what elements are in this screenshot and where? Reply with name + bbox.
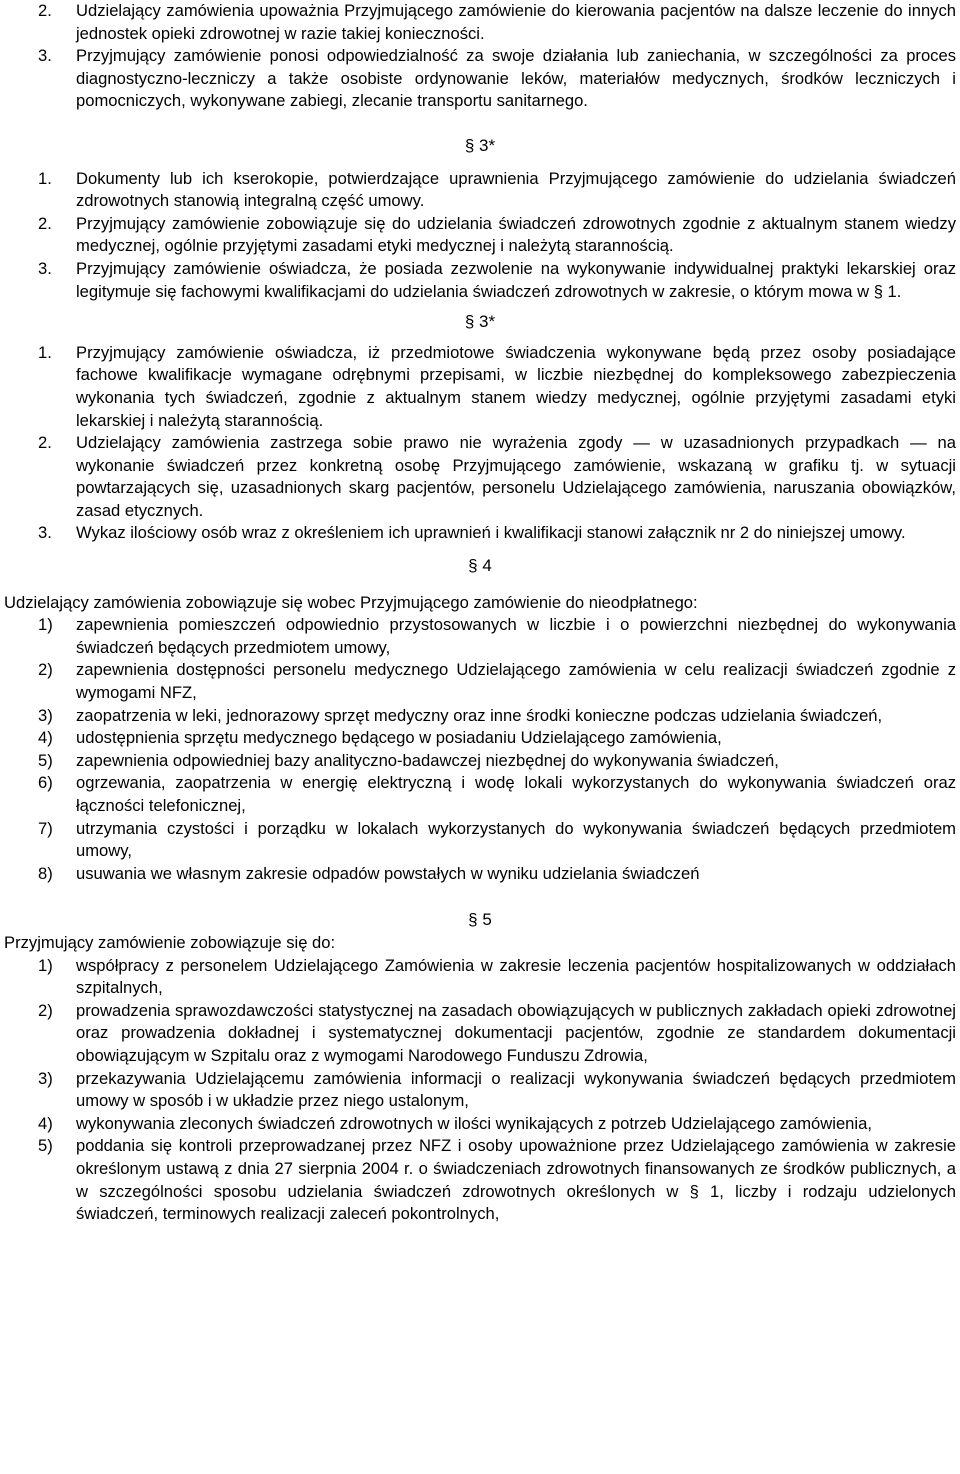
item-number: 6) [38, 773, 53, 793]
list-item [4, 168, 956, 213]
section-intro: Udzielający zamówienia zobowiązuje się wobec Przyjmującego zamówienie do nieodpłatnego: [4, 592, 698, 612]
list-item [4, 342, 956, 432]
list-item [4, 45, 956, 113]
section-heading: § 5 [468, 910, 492, 930]
item-number: 1. [38, 342, 52, 362]
item-number: 2) [38, 1000, 53, 1020]
item-text: zapewnienia dostępności personelu medycznego Udzielającego zamówienia w celu realizacji świadczeń zgodnie z wymogami NFZ, [76, 660, 956, 703]
item-number: 4) [38, 1113, 53, 1133]
item-text: Wykaz ilościowy osób wraz z określeniem ich uprawnień i kwalifikacji stanowi załącznik nr 2 do niniejszej umowy. [76, 523, 906, 543]
section-3b [4, 311, 956, 545]
list-item [4, 0, 956, 45]
item-number: 3. [38, 258, 52, 278]
section-5 [4, 909, 956, 1225]
item-number: 1. [38, 168, 52, 188]
list-item [4, 818, 956, 863]
item-text: zapewnienia odpowiedniej bazy analityczno-badawczej niezbędnej do wykonywania świadczeń, [76, 750, 779, 770]
list-item [4, 659, 956, 704]
item-number: 3) [38, 705, 53, 725]
item-text: wykonywania zleconych świadczeń zdrowotnych w ilości wynikających z potrzeb Udzielającego zamówienia, [76, 1113, 872, 1133]
item-number: 8) [38, 863, 53, 883]
item-number: 5) [38, 1136, 53, 1156]
item-number: 3. [38, 46, 52, 66]
item-number: 1) [38, 615, 53, 635]
list-item [4, 1135, 956, 1225]
item-text: utrzymania czystości i porządku w lokalach wykorzystanych do wykonywania świadczeń będących przedmiotem umowy, [76, 818, 956, 861]
item-text: usuwania we własnym zakresie odpadów powstałych w wyniku udzielania świadczeń [76, 863, 700, 883]
continuation-list [4, 0, 956, 113]
item-text: Przyjmujący zamówienie oświadcza, iż przedmiotowe świadczenia wykonywane będą przez osoby posiadające fachowe kwalifikacje wymagane odrębnymi przepisami, w liczbie niezbędnej do kompleksowego zabezpieczenia wykonania tych świadczeń, zgodnie z aktualnym stanem wiedzy medycznej, ogólnie przyjętymi zasadami etyki lekarskiej i należytą starannością. [76, 342, 956, 430]
item-text: poddania się kontroli przeprowadzanej przez NFZ i osoby upoważnione przez Udzielającego zamówienia w zakresie określonym ustawą z dnia 27 sierpnia 2004 r. o świadczeniach zdrowotnych finansowanych ze środków publicznych, a w szczególności sposobu udzielania świadczeń zdrowotnych określonych w § 1, liczby i rodzaju udzielonych świadczeń, terminowych realizacji zaleceń pokontrolnych, [76, 1136, 956, 1224]
section-intro: Przyjmujący zamówienie zobowiązuje się do: [4, 932, 336, 952]
item-text: ogrzewania, zaopatrzenia w energię elektryczną i wodę lokali wykorzystanych do wykonywania świadczeń oraz łączności telefonicznej, [76, 773, 956, 815]
item-text: zaopatrzenia w leki, jednorazowy sprzęt medyczny oraz inne środki konieczne podczas udzielania świadczeń, [76, 705, 883, 725]
list-item [4, 772, 956, 817]
item-text: Przyjmujący zamówienie zobowiązuje się do udzielania świadczeń zdrowotnych zgodnie z aktualnym stanem wiedzy medycznej, ogólnie przyjętymi zasadami etyki medycznej i należytą starannością. [76, 213, 956, 256]
item-text: udostępnienia sprzętu medycznego będącego w posiadaniu Udzielającego zamówienia, [76, 728, 722, 748]
item-number: 2) [38, 660, 53, 680]
item-text: Przyjmujący zamówienie ponosi odpowiedzialność za swoje działania lub zaniechania, w szczególności za proces diagnostyczno-leczniczy a także osobiste ordynowanie leków, materiałów medycznych, środków leczniczych i pomocniczych, wykonywane zabiegi, zlecanie transportu sanitarnego. [76, 46, 956, 111]
item-text: współpracy z personelem Udzielającego Zamówienia w zakresie leczenia pacjentów hospitalizowanych w oddziałach szpitalnych, [76, 955, 956, 998]
item-text: zapewnienia pomieszczeń odpowiednio przystosowanych w liczbie i o powierzchni niezbędnej do wykonywania świadczeń będących przedmiotem umowy, [76, 615, 956, 657]
item-number: 1) [38, 955, 53, 975]
section-heading: § 3* [464, 312, 496, 332]
item-number: 2. [38, 1, 52, 20]
list-item [4, 258, 956, 303]
list-item [4, 522, 956, 545]
list-item [4, 1068, 956, 1113]
item-text: Dokumenty lub ich kserokopie, potwierdzające uprawnienia Przyjmującego zamówienie do udzielania świadczeń zdrowotnych stanowią integralną część umowy. [76, 168, 956, 211]
list-item [4, 705, 956, 728]
list-item [4, 1000, 956, 1068]
list-item [4, 213, 956, 258]
item-text: Udzielający zamówienia upoważnia Przyjmującego zamówienie do kierowania pacjentów na dalsze leczenie do innych jednostek opieki zdrowotnej w razie takiej konieczności. [76, 1, 956, 43]
item-number: 2. [38, 213, 52, 233]
item-number: 7) [38, 818, 53, 838]
list-item [4, 955, 956, 1000]
list-item [4, 432, 956, 522]
item-number: 2. [38, 433, 52, 453]
section-heading: § 3* [464, 135, 496, 155]
item-text: przekazywania Udzielającemu zamówienia informacji o realizacji wykonywania świadczeń będących przedmiotem umowy w sposób i w układzie przez niego ustalonym, [76, 1068, 956, 1111]
list-item [4, 727, 956, 750]
item-number: 3. [38, 523, 52, 543]
list-item [4, 614, 956, 659]
section-4 [4, 555, 956, 885]
list-item [4, 750, 956, 773]
section-3a [4, 135, 956, 303]
list-item [4, 863, 956, 886]
item-number: 3) [38, 1068, 53, 1088]
section-heading: § 4 [468, 556, 492, 576]
item-number: 4) [38, 728, 53, 748]
item-text: Udzielający zamówienia zastrzega sobie prawo nie wyrażenia zgody — w uzasadnionych przypadkach — na wykonanie świadczeń przez konkretną osobę Przyjmującego zamówienie, wskazaną w grafiku tj. w sytuacji powtarzających się, uzasadnionych skarg pacjentów, personelu Udzielającego zamówienia, naruszania obowiązków, zasad etycznych. [76, 433, 956, 520]
list-item [4, 1113, 956, 1136]
item-text: prowadzenia sprawozdawczości statystycznej na zasadach obowiązujących w publicznych zakładach opieki zdrowotnej oraz prowadzenia dokładnej i systematycznej dokumentacji pacjentów, zgodnie ze standardem dokumentacji obowiązującym w Szpitalu oraz z wymogami Narodowego Funduszu Zdrowia, [76, 1000, 956, 1065]
item-number: 5) [38, 750, 53, 770]
item-text: Przyjmujący zamówienie oświadcza, że posiada zezwolenie na wykonywanie indywidualnej praktyki lekarskiej oraz legitymuje się fachowymi kwalifikacjami do udzielania świadczeń zdrowotnych w zakresie, o którym mowa w § 1. [76, 258, 956, 301]
